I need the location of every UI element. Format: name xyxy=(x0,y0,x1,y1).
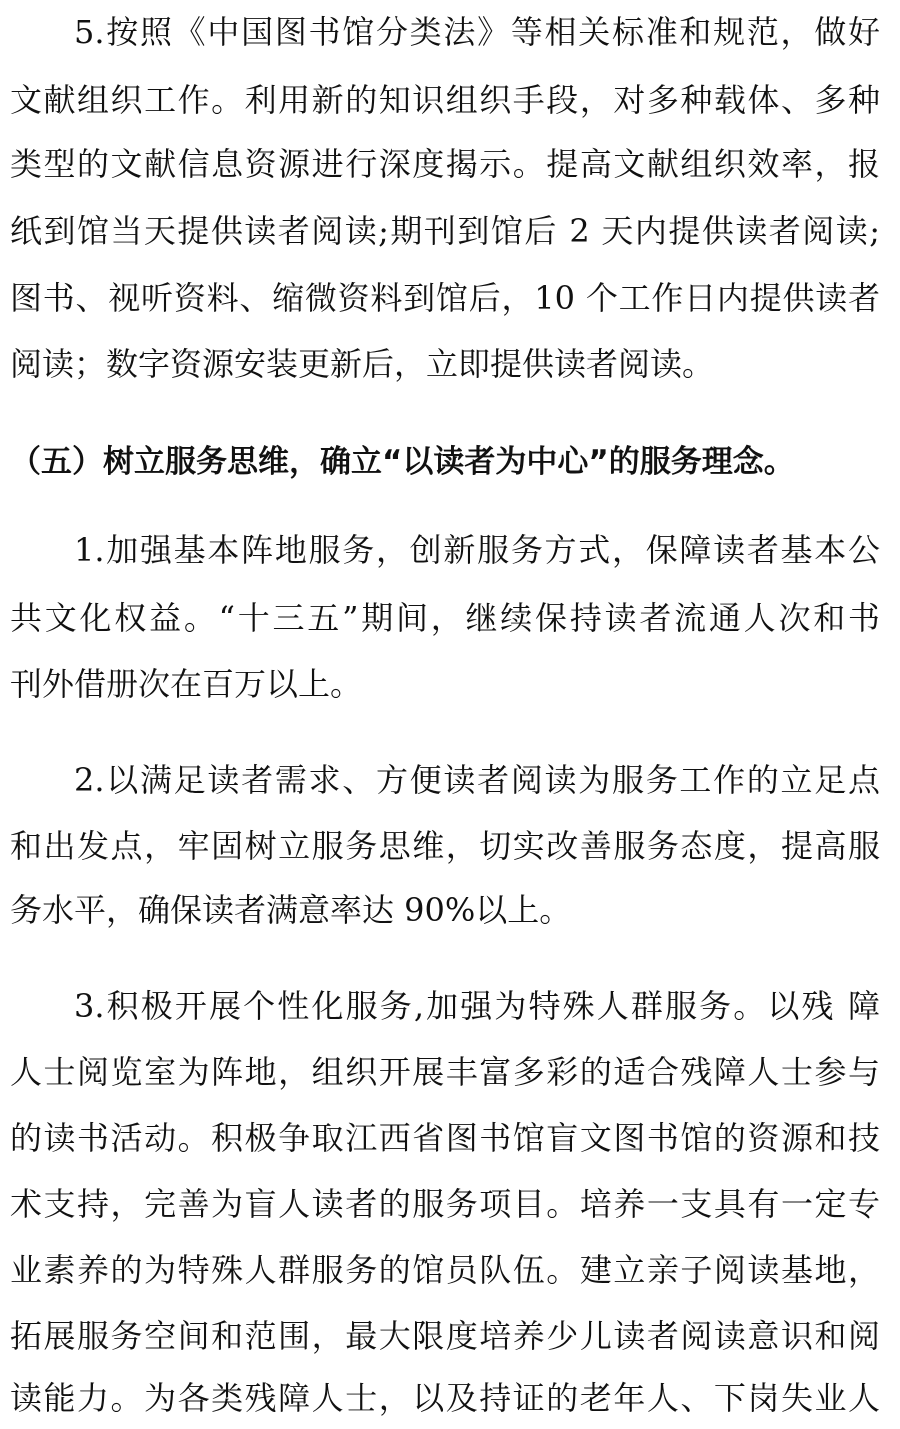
text-line: 共文化权益。“十三五”期间，继续保持读者流通人次和书 xyxy=(10,599,880,637)
text-line: 业素养的为特殊人群服务的馆员队伍。建立亲子阅读基地， xyxy=(10,1251,880,1289)
text-line: 务水平，确保读者满意率达 90%以上。 xyxy=(10,891,572,929)
text-line: 5.按照《中国图书馆分类法》等相关标准和规范，做好 xyxy=(74,13,880,51)
text-line: 纸到馆当天提供读者阅读;期刊到馆后 2 天内提供读者阅读; xyxy=(10,212,880,250)
text-line: 类型的文献信息资源进行深度揭示。提高文献组织效率，报 xyxy=(10,145,880,183)
text-line: 图书、视听资料、缩微资料到馆后，10 个工作日内提供读者 xyxy=(10,279,880,317)
heading-text: （五）树立服务思维，确立“以读者为中心”的服务理念。 xyxy=(10,444,795,480)
text-line: 文献组织工作。利用新的知识组织手段，对多种载体、多种 xyxy=(10,81,880,119)
text-line: 读能力。为各类残障人士，以及持证的老年人、下岗失业人 xyxy=(10,1379,880,1417)
text-line: 拓展服务空间和范围，最大限度培养少儿读者阅读意识和阅 xyxy=(10,1317,880,1355)
text-line: 术支持，完善为盲人读者的服务项目。培养一支具有一定专 xyxy=(10,1185,880,1223)
text-line: 和出发点，牢固树立服务思维，切实改善服务态度，提高服 xyxy=(10,827,880,865)
text-line: 阅读；数字资源安装更新后，立即提供读者阅读。 xyxy=(10,345,715,383)
text-line: 2.以满足读者需求、方便读者阅读为服务工作的立足点 xyxy=(74,761,880,799)
text-line: 的读书活动。积极争取江西省图书馆盲文图书馆的资源和技 xyxy=(10,1119,880,1157)
text-line: 人士阅览室为阵地，组织开展丰富多彩的适合残障人士参与 xyxy=(10,1053,880,1091)
text-line: 1.加强基本阵地服务，创新服务方式，保障读者基本公 xyxy=(74,531,880,569)
text-line: 刊外借册次在百万以上。 xyxy=(10,665,363,703)
text-line: 3.积极开展个性化服务,加强为特殊人群服务。以残 障 xyxy=(74,987,880,1025)
